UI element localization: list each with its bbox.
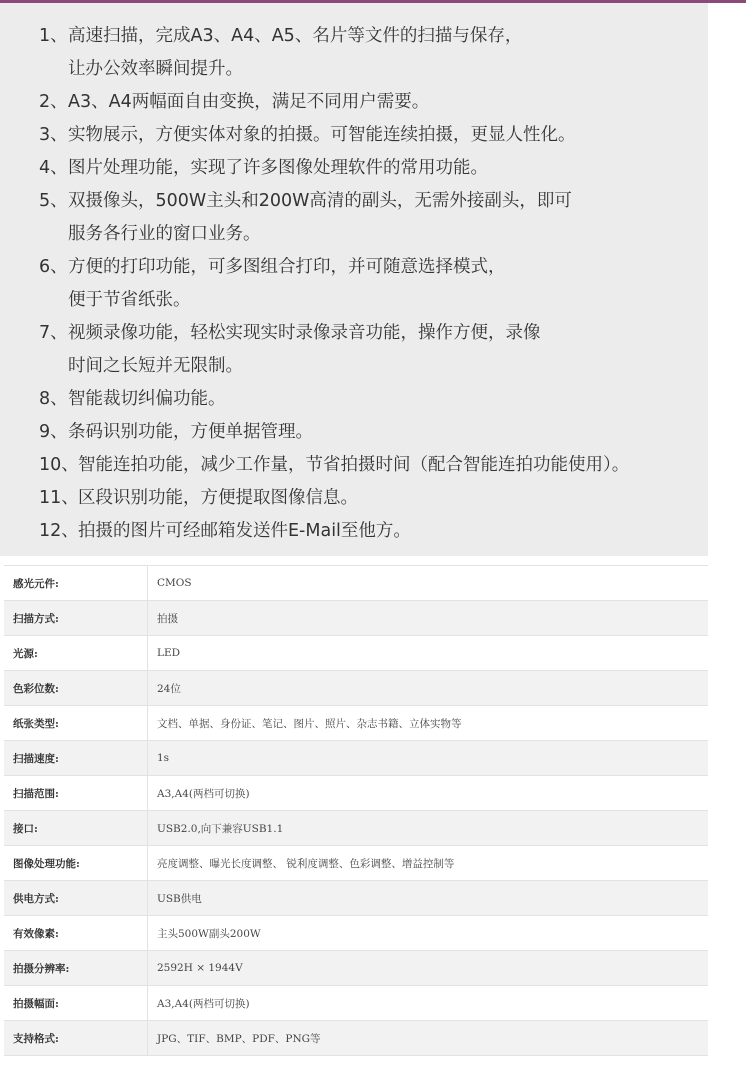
spec-label: 扫描速度: bbox=[4, 741, 148, 776]
spec-value: 拍摄 bbox=[148, 601, 709, 636]
feature-text: 服务各行业的窗口业务。 bbox=[68, 224, 261, 244]
spec-value: USB供电 bbox=[148, 881, 709, 916]
feature-text: 视频录像功能，轻松实现实时录像录音功能，操作方便，录像 bbox=[68, 323, 541, 343]
spec-value: A3,A4(两档可切换) bbox=[148, 986, 709, 1021]
feature-item bbox=[0, 53, 708, 86]
feature-number: 11、 bbox=[39, 488, 79, 508]
feature-item bbox=[0, 185, 708, 218]
spec-value: 文档、单据、身份证、笔记、图片、照片、杂志书籍、立体实物等 bbox=[148, 706, 709, 741]
spec-label: 接口: bbox=[4, 811, 148, 846]
feature-text: 高速扫描，完成A3、A4、A5、名片等文件的扫描与保存， bbox=[68, 26, 523, 46]
spec-row bbox=[4, 601, 708, 636]
spec-row bbox=[4, 671, 708, 706]
feature-list bbox=[0, 3, 708, 548]
feature-item bbox=[0, 416, 708, 449]
feature-item bbox=[0, 482, 708, 515]
spec-label: 拍摄幅面: bbox=[4, 986, 148, 1021]
feature-number: 9、 bbox=[39, 422, 68, 442]
feature-number: 4、 bbox=[39, 158, 68, 178]
feature-item bbox=[0, 86, 708, 119]
feature-text: 便于节省纸张。 bbox=[68, 290, 191, 310]
spec-label: 色彩位数: bbox=[4, 671, 148, 706]
spec-row bbox=[4, 706, 708, 741]
spec-row bbox=[4, 811, 708, 846]
feature-number: 2、 bbox=[39, 92, 68, 112]
feature-number: 7、 bbox=[39, 323, 68, 343]
spec-table bbox=[4, 565, 708, 1056]
spec-value: CMOS bbox=[148, 566, 709, 601]
feature-item bbox=[0, 20, 708, 53]
spec-row bbox=[4, 951, 708, 986]
spec-value: A3,A4(两档可切换) bbox=[148, 776, 709, 811]
spec-value: USB2.0,向下兼容USB1.1 bbox=[148, 811, 709, 846]
feature-text: A3、A4两幅面自由变换，满足不同用户需要。 bbox=[68, 92, 430, 112]
spec-value: 主头500W副头200W bbox=[148, 916, 709, 951]
feature-item bbox=[0, 251, 708, 284]
feature-text: 实物展示，方便实体对象的拍摄。可智能连续拍摄，更显人性化。 bbox=[68, 125, 576, 145]
feature-text: 方便的打印功能，可多图组合打印，并可随意选择模式， bbox=[68, 257, 506, 277]
feature-number: 12、 bbox=[39, 521, 79, 541]
feature-text: 图片处理功能，实现了许多图像处理软件的常用功能。 bbox=[68, 158, 488, 178]
spec-value: 24位 bbox=[148, 671, 709, 706]
feature-item bbox=[0, 152, 708, 185]
feature-item bbox=[0, 119, 708, 152]
spec-label: 扫描方式: bbox=[4, 601, 148, 636]
feature-number: 8、 bbox=[39, 389, 68, 409]
feature-number: 5、 bbox=[39, 191, 68, 211]
spec-row bbox=[4, 636, 708, 671]
feature-text: 智能连拍功能，减少工作量，节省拍摄时间（配合智能连拍功能使用）。 bbox=[78, 455, 630, 475]
spec-label: 供电方式: bbox=[4, 881, 148, 916]
spec-row bbox=[4, 881, 708, 916]
spec-value: JPG、TIF、BMP、PDF、PNG等 bbox=[148, 1021, 709, 1056]
feature-item bbox=[0, 383, 708, 416]
spec-row bbox=[4, 566, 708, 601]
feature-text: 双摄像头，500W主头和200W高清的副头，无需外接副头，即可 bbox=[68, 191, 572, 211]
spec-row bbox=[4, 1021, 708, 1056]
feature-item bbox=[0, 350, 708, 383]
feature-item bbox=[0, 284, 708, 317]
spec-row bbox=[4, 846, 708, 881]
spec-row bbox=[4, 776, 708, 811]
spec-label: 光源: bbox=[4, 636, 148, 671]
feature-item bbox=[0, 515, 708, 548]
feature-item bbox=[0, 218, 708, 251]
spec-value: 2592H × 1944V bbox=[148, 951, 709, 986]
spec-value: 亮度调整、曝光长度调整、 锐利度调整、色彩调整、增益控制等 bbox=[148, 846, 709, 881]
feature-item bbox=[0, 317, 708, 350]
feature-text: 条码识别功能，方便单据管理。 bbox=[68, 422, 313, 442]
spec-label: 有效像素: bbox=[4, 916, 148, 951]
spec-label: 拍摄分辨率: bbox=[4, 951, 148, 986]
feature-text: 让办公效率瞬间提升。 bbox=[68, 59, 243, 79]
spec-row bbox=[4, 986, 708, 1021]
feature-text: 时间之长短并无限制。 bbox=[68, 356, 243, 376]
feature-number: 6、 bbox=[39, 257, 68, 277]
feature-number: 3、 bbox=[39, 125, 68, 145]
feature-item bbox=[0, 449, 708, 482]
feature-panel bbox=[0, 3, 708, 556]
feature-text: 拍摄的图片可经邮箱发送件E-Mail至他方。 bbox=[78, 521, 411, 541]
spec-label: 支持格式: bbox=[4, 1021, 148, 1056]
spec-label: 纸张类型: bbox=[4, 706, 148, 741]
spec-label: 感光元件: bbox=[4, 566, 148, 601]
feature-number: 1、 bbox=[39, 26, 68, 46]
feature-text: 区段识别功能，方便提取图像信息。 bbox=[78, 488, 358, 508]
spec-row bbox=[4, 741, 708, 776]
spec-value: 1s bbox=[148, 741, 709, 776]
spec-value: LED bbox=[148, 636, 709, 671]
feature-text: 智能裁切纠偏功能。 bbox=[68, 389, 226, 409]
spec-table-body bbox=[4, 566, 708, 1056]
feature-number: 10、 bbox=[39, 455, 79, 475]
spec-label: 图像处理功能: bbox=[4, 846, 148, 881]
spec-label: 扫描范围: bbox=[4, 776, 148, 811]
spec-row bbox=[4, 916, 708, 951]
